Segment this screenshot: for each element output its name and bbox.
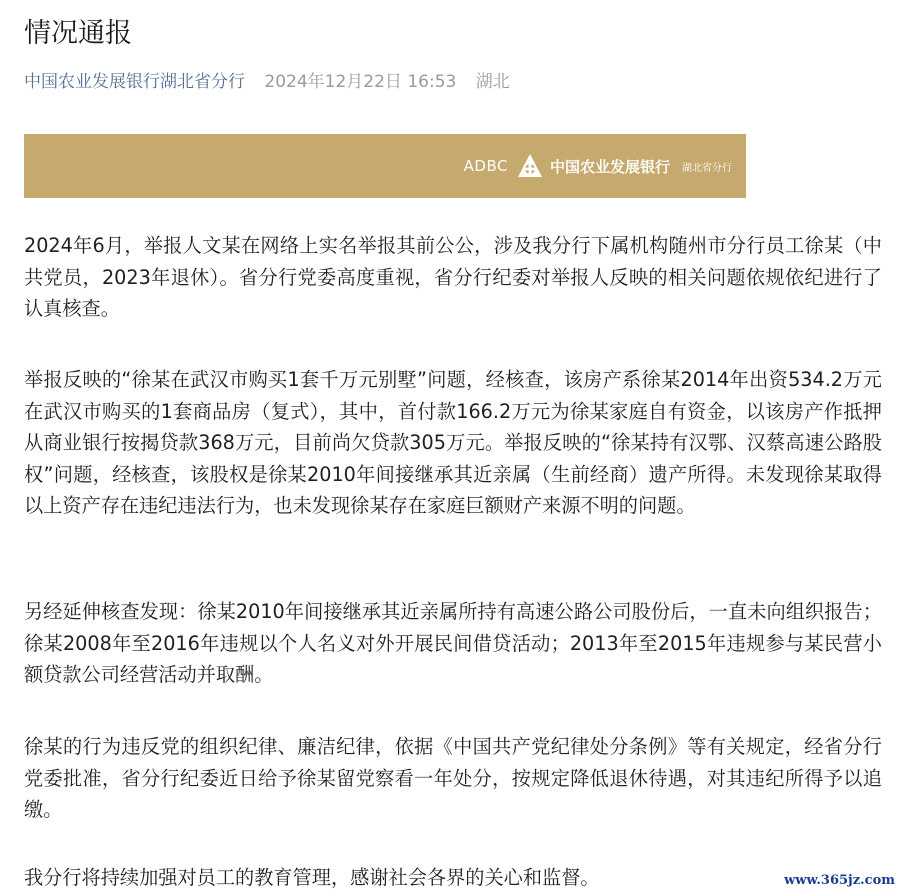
publish-time: 2024年12月22日 16:53 — [264, 72, 457, 92]
site-watermark: www.365jz.com — [780, 872, 899, 889]
article-title: 情况通报 — [24, 18, 132, 49]
bank-logo — [464, 134, 732, 198]
paragraph-extended-findings: 另经延伸核查发现：徐某2010年间接继承其近亲属所持有高速公路公司股份后，一直未向组织报告；徐某2008年至2016年违规以个人名义对外开展民间借贷活动；2013年至2015年违规参与某民营小额贷款公司经营活动并取酬。 — [24, 600, 882, 686]
bank-banner-image — [24, 134, 746, 198]
logo-english: ADBC — [463, 157, 508, 175]
paragraph-verification-findings: 举报反映的“徐某在武汉市购买1套千万元别墅”问题，经核查，该房产系徐某2014年出资534.2万元在武汉市购买的1套商品房（复式），其中，首付款166.2万元为徐某家庭自有资金，以该房产作抵押从商业银行按揭贷款368万元，目前尚欠贷款305万元。举报反映的“徐某持有汉鄂、汉蔡高速公路股权”问题，经核查，该股权是徐某2010年间接继承其近亲属（生前经商）遗产所得。未发现徐某取得以上资产存在违纪违法行为，也未发现徐某存在家庭巨额财产来源不明的问题。 — [24, 368, 882, 517]
publish-region: 湖北 — [475, 72, 510, 92]
paragraph-disciplinary-action: 徐某的行为违反党的组织纪律、廉洁纪律，依据《中国共产党纪律处分条例》等有关规定，经省分行党委批准，省分行纪委近日给予徐某留党察看一年处分，按规定降低退休待遇，对其违纪所得予以追缴。 — [24, 735, 882, 821]
account-name-link[interactable]: 中国农业发展银行湖北省分行 — [24, 72, 245, 92]
logo-chinese: 中国农业发展银行 — [549, 157, 670, 176]
article-meta — [24, 70, 510, 94]
paragraph-closing: 我分行将持续加强对员工的教育管理，感谢社会各界的关心和监督。 — [24, 866, 600, 889]
logo-branch: 湖北省分行 — [682, 162, 732, 174]
adbc-emblem-icon — [516, 152, 544, 180]
paragraph-report-intro: 2024年6月，举报人文某在网络上实名举报其前公公，涉及我分行下属机构随州市分行员工徐某（中共党员，2023年退休）。省分行党委高度重视，省分行纪委对举报人反映的相关问题依规依纪进行了认真核查。 — [24, 234, 882, 320]
